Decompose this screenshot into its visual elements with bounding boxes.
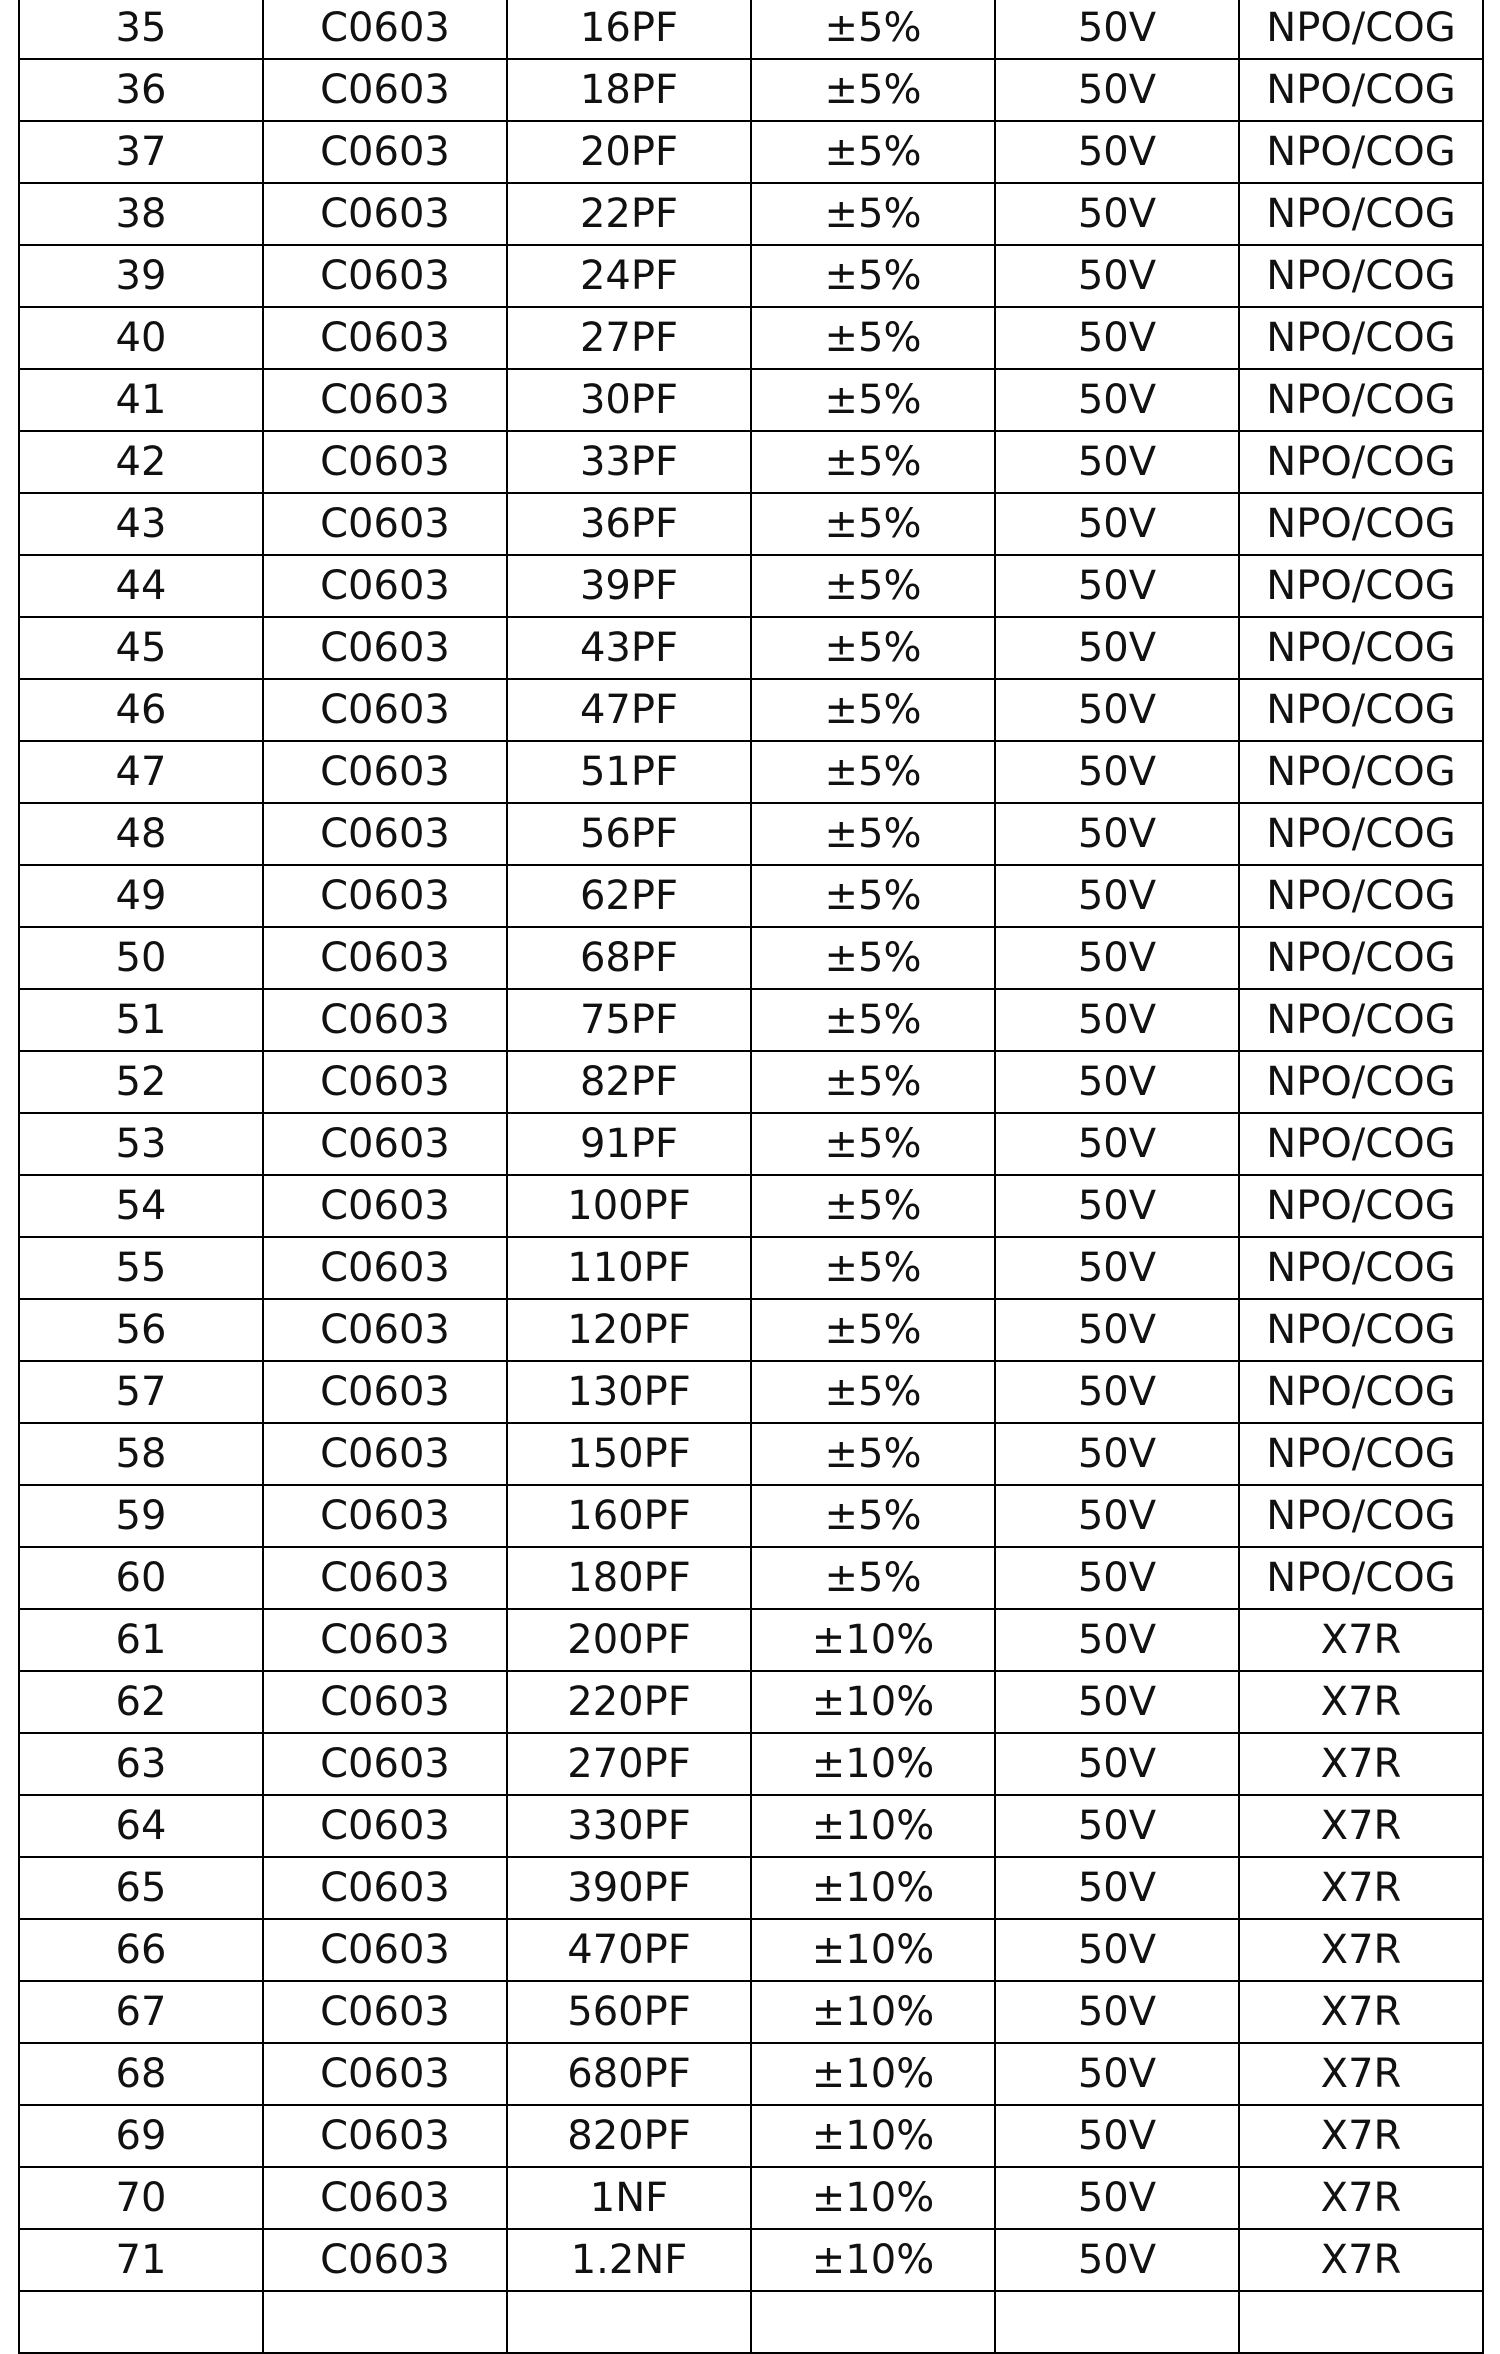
voltage-cell: 50V	[995, 2167, 1239, 2229]
tolerance-cell: ±5%	[751, 369, 995, 431]
package-cell: C0603	[263, 1919, 507, 1981]
voltage-cell: 50V	[995, 1981, 1239, 2043]
voltage-cell: 50V	[995, 307, 1239, 369]
capacitance-cell: 330PF	[507, 1795, 751, 1857]
item-number-cell: 49	[19, 865, 263, 927]
table-row	[19, 0, 1483, 59]
tolerance-cell: ±5%	[751, 1423, 995, 1485]
package-cell: C0603	[263, 1733, 507, 1795]
dielectric-cell: NPO/COG	[1239, 369, 1483, 431]
item-number-cell	[19, 2291, 263, 2353]
package-cell: C0603	[263, 2043, 507, 2105]
capacitance-cell: 68PF	[507, 927, 751, 989]
voltage-cell: 50V	[995, 865, 1239, 927]
package-cell: C0603	[263, 2167, 507, 2229]
tolerance-cell: ±5%	[751, 183, 995, 245]
package-cell: C0603	[263, 369, 507, 431]
tolerance-cell: ±10%	[751, 1609, 995, 1671]
table-row	[19, 1609, 1483, 1671]
voltage-cell: 50V	[995, 1795, 1239, 1857]
dielectric-cell: NPO/COG	[1239, 1113, 1483, 1175]
dielectric-cell: NPO/COG	[1239, 555, 1483, 617]
voltage-cell: 50V	[995, 121, 1239, 183]
capacitance-cell: 160PF	[507, 1485, 751, 1547]
capacitance-cell: 390PF	[507, 1857, 751, 1919]
dielectric-cell: NPO/COG	[1239, 183, 1483, 245]
voltage-cell: 50V	[995, 617, 1239, 679]
table-row	[19, 493, 1483, 555]
item-number-cell: 46	[19, 679, 263, 741]
tolerance-cell: ±10%	[751, 1981, 995, 2043]
table-row-partial	[19, 2291, 1483, 2353]
capacitance-cell: 560PF	[507, 1981, 751, 2043]
dielectric-cell: NPO/COG	[1239, 307, 1483, 369]
package-cell: C0603	[263, 1609, 507, 1671]
table-row	[19, 555, 1483, 617]
table-row	[19, 865, 1483, 927]
voltage-cell: 50V	[995, 1299, 1239, 1361]
table-row	[19, 927, 1483, 989]
voltage-cell: 50V	[995, 59, 1239, 121]
tolerance-cell: ±5%	[751, 927, 995, 989]
voltage-cell: 50V	[995, 1237, 1239, 1299]
capacitance-cell: 20PF	[507, 121, 751, 183]
dielectric-cell: NPO/COG	[1239, 865, 1483, 927]
voltage-cell: 50V	[995, 245, 1239, 307]
tolerance-cell: ±10%	[751, 2105, 995, 2167]
package-cell: C0603	[263, 121, 507, 183]
package-cell: C0603	[263, 183, 507, 245]
voltage-cell: 50V	[995, 1857, 1239, 1919]
package-cell	[263, 2291, 507, 2353]
item-number-cell: 54	[19, 1175, 263, 1237]
tolerance-cell: ±5%	[751, 1175, 995, 1237]
tolerance-cell: ±5%	[751, 865, 995, 927]
item-number-cell: 44	[19, 555, 263, 617]
table-row	[19, 1795, 1483, 1857]
capacitance-cell: 470PF	[507, 1919, 751, 1981]
dielectric-cell: X7R	[1239, 1795, 1483, 1857]
voltage-cell: 50V	[995, 989, 1239, 1051]
table-row	[19, 2229, 1483, 2291]
table-row	[19, 1485, 1483, 1547]
capacitance-cell: 100PF	[507, 1175, 751, 1237]
capacitance-cell: 16PF	[507, 0, 751, 59]
dielectric-cell: NPO/COG	[1239, 1423, 1483, 1485]
capacitance-cell: 22PF	[507, 183, 751, 245]
dielectric-cell: X7R	[1239, 1857, 1483, 1919]
item-number-cell: 35	[19, 0, 263, 59]
voltage-cell: 50V	[995, 369, 1239, 431]
package-cell: C0603	[263, 989, 507, 1051]
dielectric-cell: NPO/COG	[1239, 1361, 1483, 1423]
item-number-cell: 65	[19, 1857, 263, 1919]
capacitance-cell: 91PF	[507, 1113, 751, 1175]
voltage-cell: 50V	[995, 2105, 1239, 2167]
tolerance-cell: ±5%	[751, 989, 995, 1051]
table-row	[19, 2105, 1483, 2167]
item-number-cell: 47	[19, 741, 263, 803]
table-row	[19, 1113, 1483, 1175]
table-row	[19, 1423, 1483, 1485]
dielectric-cell: X7R	[1239, 2229, 1483, 2291]
voltage-cell: 50V	[995, 183, 1239, 245]
tolerance-cell: ±5%	[751, 307, 995, 369]
dielectric-cell: NPO/COG	[1239, 617, 1483, 679]
table-row	[19, 59, 1483, 121]
table-row	[19, 1361, 1483, 1423]
tolerance-cell	[751, 2291, 995, 2353]
voltage-cell: 50V	[995, 1609, 1239, 1671]
table-row	[19, 989, 1483, 1051]
voltage-cell: 50V	[995, 1113, 1239, 1175]
tolerance-cell: ±5%	[751, 1051, 995, 1113]
dielectric-cell: NPO/COG	[1239, 1175, 1483, 1237]
item-number-cell: 66	[19, 1919, 263, 1981]
package-cell: C0603	[263, 2105, 507, 2167]
voltage-cell: 50V	[995, 1051, 1239, 1113]
tolerance-cell: ±5%	[751, 741, 995, 803]
dielectric-cell: NPO/COG	[1239, 0, 1483, 59]
dielectric-cell: NPO/COG	[1239, 741, 1483, 803]
package-cell: C0603	[263, 679, 507, 741]
tolerance-cell: ±10%	[751, 2229, 995, 2291]
capacitor-spec-sheet	[18, 0, 1482, 2354]
voltage-cell: 50V	[995, 0, 1239, 59]
table-row	[19, 1051, 1483, 1113]
table-row	[19, 803, 1483, 865]
package-cell: C0603	[263, 431, 507, 493]
capacitance-cell: 1.2NF	[507, 2229, 751, 2291]
tolerance-cell: ±5%	[751, 121, 995, 183]
capacitance-cell: 18PF	[507, 59, 751, 121]
capacitance-cell: 30PF	[507, 369, 751, 431]
capacitance-cell: 82PF	[507, 1051, 751, 1113]
voltage-cell: 50V	[995, 1547, 1239, 1609]
package-cell: C0603	[263, 617, 507, 679]
voltage-cell: 50V	[995, 679, 1239, 741]
tolerance-cell: ±5%	[751, 555, 995, 617]
capacitance-cell: 36PF	[507, 493, 751, 555]
package-cell: C0603	[263, 1423, 507, 1485]
item-number-cell: 45	[19, 617, 263, 679]
package-cell: C0603	[263, 1671, 507, 1733]
tolerance-cell: ±5%	[751, 0, 995, 59]
package-cell: C0603	[263, 927, 507, 989]
tolerance-cell: ±5%	[751, 493, 995, 555]
item-number-cell: 71	[19, 2229, 263, 2291]
dielectric-cell: X7R	[1239, 2105, 1483, 2167]
dielectric-cell: NPO/COG	[1239, 1547, 1483, 1609]
dielectric-cell: NPO/COG	[1239, 59, 1483, 121]
dielectric-cell: NPO/COG	[1239, 989, 1483, 1051]
tolerance-cell: ±10%	[751, 1857, 995, 1919]
item-number-cell: 53	[19, 1113, 263, 1175]
voltage-cell: 50V	[995, 1733, 1239, 1795]
dielectric-cell: X7R	[1239, 1919, 1483, 1981]
tolerance-cell: ±5%	[751, 679, 995, 741]
tolerance-cell: ±10%	[751, 2043, 995, 2105]
item-number-cell: 70	[19, 2167, 263, 2229]
table-row	[19, 121, 1483, 183]
package-cell: C0603	[263, 1547, 507, 1609]
package-cell: C0603	[263, 1237, 507, 1299]
voltage-cell: 50V	[995, 2043, 1239, 2105]
item-number-cell: 56	[19, 1299, 263, 1361]
dielectric-cell: NPO/COG	[1239, 1299, 1483, 1361]
package-cell: C0603	[263, 1113, 507, 1175]
package-cell: C0603	[263, 1857, 507, 1919]
tolerance-cell: ±5%	[751, 59, 995, 121]
item-number-cell: 58	[19, 1423, 263, 1485]
capacitance-cell: 43PF	[507, 617, 751, 679]
dielectric-cell: NPO/COG	[1239, 1237, 1483, 1299]
item-number-cell: 40	[19, 307, 263, 369]
tolerance-cell: ±5%	[751, 1361, 995, 1423]
table-row	[19, 1981, 1483, 2043]
table-row	[19, 741, 1483, 803]
table-row	[19, 431, 1483, 493]
capacitance-cell: 33PF	[507, 431, 751, 493]
dielectric-cell: NPO/COG	[1239, 1485, 1483, 1547]
item-number-cell: 42	[19, 431, 263, 493]
capacitance-cell: 56PF	[507, 803, 751, 865]
table-row	[19, 1733, 1483, 1795]
capacitance-cell: 75PF	[507, 989, 751, 1051]
tolerance-cell: ±10%	[751, 2167, 995, 2229]
capacitance-cell: 39PF	[507, 555, 751, 617]
dielectric-cell: NPO/COG	[1239, 803, 1483, 865]
capacitance-cell: 27PF	[507, 307, 751, 369]
voltage-cell: 50V	[995, 555, 1239, 617]
table-row	[19, 1299, 1483, 1361]
item-number-cell: 39	[19, 245, 263, 307]
item-number-cell: 63	[19, 1733, 263, 1795]
table-row	[19, 183, 1483, 245]
voltage-cell: 50V	[995, 803, 1239, 865]
item-number-cell: 68	[19, 2043, 263, 2105]
voltage-cell: 50V	[995, 1175, 1239, 1237]
table-row	[19, 307, 1483, 369]
voltage-cell: 50V	[995, 2229, 1239, 2291]
spec-table-body	[19, 0, 1483, 2353]
tolerance-cell: ±5%	[751, 431, 995, 493]
voltage-cell: 50V	[995, 493, 1239, 555]
voltage-cell: 50V	[995, 741, 1239, 803]
package-cell: C0603	[263, 1051, 507, 1113]
tolerance-cell: ±5%	[751, 1547, 995, 1609]
dielectric-cell: NPO/COG	[1239, 121, 1483, 183]
item-number-cell: 50	[19, 927, 263, 989]
item-number-cell: 69	[19, 2105, 263, 2167]
table-row	[19, 369, 1483, 431]
tolerance-cell: ±5%	[751, 617, 995, 679]
capacitance-cell: 120PF	[507, 1299, 751, 1361]
capacitance-cell: 1NF	[507, 2167, 751, 2229]
item-number-cell: 55	[19, 1237, 263, 1299]
tolerance-cell: ±10%	[751, 1919, 995, 1981]
package-cell: C0603	[263, 1485, 507, 1547]
capacitance-cell: 130PF	[507, 1361, 751, 1423]
item-number-cell: 41	[19, 369, 263, 431]
tolerance-cell: ±5%	[751, 1237, 995, 1299]
item-number-cell: 61	[19, 1609, 263, 1671]
tolerance-cell: ±5%	[751, 1299, 995, 1361]
item-number-cell: 48	[19, 803, 263, 865]
package-cell: C0603	[263, 2229, 507, 2291]
dielectric-cell: X7R	[1239, 1671, 1483, 1733]
dielectric-cell: NPO/COG	[1239, 245, 1483, 307]
item-number-cell: 60	[19, 1547, 263, 1609]
package-cell: C0603	[263, 0, 507, 59]
item-number-cell: 57	[19, 1361, 263, 1423]
package-cell: C0603	[263, 1795, 507, 1857]
dielectric-cell	[1239, 2291, 1483, 2353]
capacitance-cell: 200PF	[507, 1609, 751, 1671]
table-row	[19, 245, 1483, 307]
capacitance-cell: 51PF	[507, 741, 751, 803]
package-cell: C0603	[263, 245, 507, 307]
capacitance-cell: 62PF	[507, 865, 751, 927]
package-cell: C0603	[263, 59, 507, 121]
dielectric-cell: X7R	[1239, 2043, 1483, 2105]
capacitance-cell: 270PF	[507, 1733, 751, 1795]
package-cell: C0603	[263, 1175, 507, 1237]
capacitor-spec-table	[18, 0, 1484, 2354]
table-row	[19, 2167, 1483, 2229]
voltage-cell: 50V	[995, 431, 1239, 493]
capacitance-cell: 820PF	[507, 2105, 751, 2167]
package-cell: C0603	[263, 1361, 507, 1423]
voltage-cell: 50V	[995, 927, 1239, 989]
dielectric-cell: NPO/COG	[1239, 679, 1483, 741]
tolerance-cell: ±5%	[751, 803, 995, 865]
voltage-cell: 50V	[995, 1671, 1239, 1733]
table-row	[19, 1671, 1483, 1733]
tolerance-cell: ±5%	[751, 1113, 995, 1175]
tolerance-cell: ±10%	[751, 1795, 995, 1857]
item-number-cell: 37	[19, 121, 263, 183]
tolerance-cell: ±10%	[751, 1733, 995, 1795]
item-number-cell: 67	[19, 1981, 263, 2043]
dielectric-cell: X7R	[1239, 1733, 1483, 1795]
item-number-cell: 59	[19, 1485, 263, 1547]
item-number-cell: 62	[19, 1671, 263, 1733]
table-row	[19, 1547, 1483, 1609]
table-row	[19, 679, 1483, 741]
capacitance-cell: 180PF	[507, 1547, 751, 1609]
item-number-cell: 36	[19, 59, 263, 121]
capacitance-cell: 110PF	[507, 1237, 751, 1299]
item-number-cell: 52	[19, 1051, 263, 1113]
package-cell: C0603	[263, 741, 507, 803]
table-row	[19, 1237, 1483, 1299]
package-cell: C0603	[263, 803, 507, 865]
capacitance-cell: 24PF	[507, 245, 751, 307]
voltage-cell: 50V	[995, 1919, 1239, 1981]
tolerance-cell: ±5%	[751, 245, 995, 307]
item-number-cell: 43	[19, 493, 263, 555]
tolerance-cell: ±10%	[751, 1671, 995, 1733]
capacitance-cell: 47PF	[507, 679, 751, 741]
table-row	[19, 1175, 1483, 1237]
table-row	[19, 617, 1483, 679]
item-number-cell: 51	[19, 989, 263, 1051]
capacitance-cell	[507, 2291, 751, 2353]
package-cell: C0603	[263, 1299, 507, 1361]
dielectric-cell: NPO/COG	[1239, 927, 1483, 989]
table-row	[19, 2043, 1483, 2105]
dielectric-cell: NPO/COG	[1239, 493, 1483, 555]
voltage-cell: 50V	[995, 1361, 1239, 1423]
dielectric-cell: X7R	[1239, 1609, 1483, 1671]
package-cell: C0603	[263, 1981, 507, 2043]
dielectric-cell: X7R	[1239, 1981, 1483, 2043]
voltage-cell	[995, 2291, 1239, 2353]
voltage-cell: 50V	[995, 1485, 1239, 1547]
capacitance-cell: 220PF	[507, 1671, 751, 1733]
package-cell: C0603	[263, 307, 507, 369]
item-number-cell: 38	[19, 183, 263, 245]
voltage-cell: 50V	[995, 1423, 1239, 1485]
dielectric-cell: X7R	[1239, 2167, 1483, 2229]
capacitance-cell: 150PF	[507, 1423, 751, 1485]
table-row	[19, 1857, 1483, 1919]
item-number-cell: 64	[19, 1795, 263, 1857]
table-row	[19, 1919, 1483, 1981]
capacitance-cell: 680PF	[507, 2043, 751, 2105]
package-cell: C0603	[263, 493, 507, 555]
dielectric-cell: NPO/COG	[1239, 1051, 1483, 1113]
package-cell: C0603	[263, 865, 507, 927]
dielectric-cell: NPO/COG	[1239, 431, 1483, 493]
tolerance-cell: ±5%	[751, 1485, 995, 1547]
package-cell: C0603	[263, 555, 507, 617]
